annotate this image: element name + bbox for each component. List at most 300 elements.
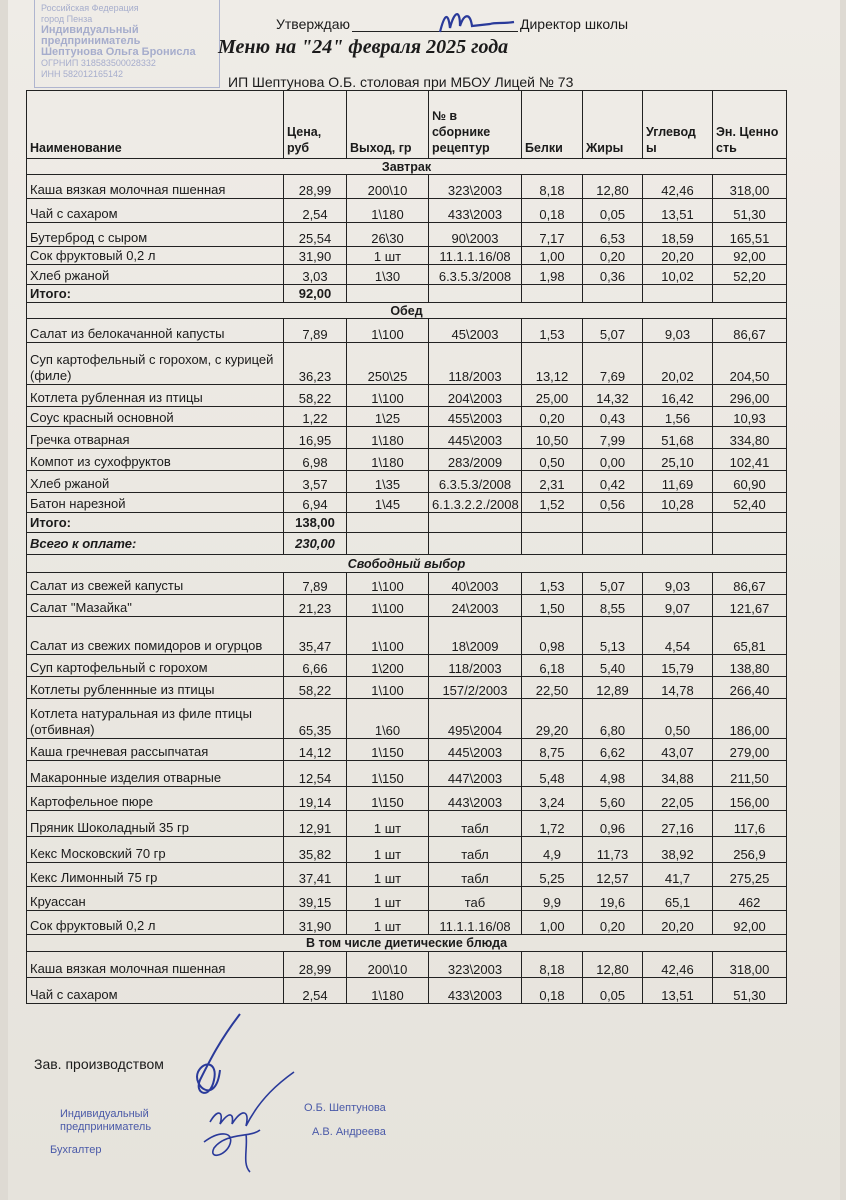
table-cell: 7,89 (284, 573, 347, 595)
empty-cell (643, 513, 713, 533)
dish-name: Бутерброд с сыром (27, 223, 284, 247)
column-header: Наименование (27, 91, 284, 159)
table-cell: 455\2003 (429, 407, 522, 427)
empty-cell (429, 513, 522, 533)
table-cell: 8,55 (583, 595, 643, 617)
table-cell: 318,00 (713, 952, 787, 978)
dish-name: Чай с сахаром (27, 199, 284, 223)
table-cell: 1\150 (347, 739, 429, 761)
table-row (27, 319, 787, 343)
table-row (27, 655, 787, 677)
table-cell: 51,68 (643, 427, 713, 449)
table-cell: 92,00 (713, 911, 787, 935)
table-cell: 1 шт (347, 911, 429, 935)
table-cell: табл (429, 837, 522, 863)
total-label: Итого: (27, 513, 284, 533)
dish-name: Пряник Шоколадный 35 гр (27, 811, 284, 837)
table-cell: 12,54 (284, 761, 347, 787)
empty-cell (583, 285, 643, 303)
table-cell: 2,54 (284, 199, 347, 223)
column-header: Белки (522, 91, 583, 159)
table-cell: таб (429, 887, 522, 911)
table-cell: 45\2003 (429, 319, 522, 343)
empty-cell (429, 285, 522, 303)
table-cell: табл (429, 811, 522, 837)
table-row (27, 617, 787, 655)
total-value: 92,00 (284, 285, 347, 303)
director-label: Директор школы (519, 16, 629, 32)
column-header: Эн. Ценно сть (713, 91, 787, 159)
table-cell: 16,95 (284, 427, 347, 449)
table-cell: 12,91 (284, 811, 347, 837)
table-cell: 65,1 (643, 887, 713, 911)
table-cell: 14,78 (643, 677, 713, 699)
table-cell: 1,50 (522, 595, 583, 617)
table-cell: 1,72 (522, 811, 583, 837)
empty-cell (522, 285, 583, 303)
dish-name: Салат из свежих помидоров и огурцов (27, 617, 284, 655)
dish-name: Суп картофельный с горохом (27, 655, 284, 677)
table-cell: 0,18 (522, 199, 583, 223)
dish-name: Компот из сухофруктов (27, 449, 284, 471)
table-cell: 11.1.1.16/08 (429, 247, 522, 265)
column-header: Выход, гр (347, 91, 429, 159)
dish-name: Хлеб ржаной (27, 265, 284, 285)
table-cell: 4,54 (643, 617, 713, 655)
table-cell: 13,51 (643, 978, 713, 1004)
table-cell: 1\100 (347, 595, 429, 617)
table-row (27, 449, 787, 471)
table-cell: 1\180 (347, 199, 429, 223)
empty-cell (713, 285, 787, 303)
table-cell: 65,35 (284, 699, 347, 739)
table-cell: 35,47 (284, 617, 347, 655)
total-row (27, 533, 787, 555)
dish-name: Салат из белокачанной капусты (27, 319, 284, 343)
ip-signature (190, 1068, 310, 1178)
table-cell: 42,46 (643, 175, 713, 199)
table-cell: 1\25 (347, 407, 429, 427)
dish-name: Батон нарезной (27, 493, 284, 513)
table-cell: 92,00 (713, 247, 787, 265)
empty-cell (713, 513, 787, 533)
table-cell: 40\2003 (429, 573, 522, 595)
table-cell: 22,50 (522, 677, 583, 699)
table-cell: 13,12 (522, 343, 583, 385)
table-cell: 1,52 (522, 493, 583, 513)
table-cell: 37,41 (284, 863, 347, 887)
table-cell: 9,03 (643, 573, 713, 595)
table-cell: 6,18 (522, 655, 583, 677)
table-row (27, 175, 787, 199)
table-cell: 0,05 (583, 199, 643, 223)
table-cell: 1\100 (347, 319, 429, 343)
table-cell: 22,05 (643, 787, 713, 811)
table-cell: 1\150 (347, 787, 429, 811)
table-cell: 5,60 (583, 787, 643, 811)
table-cell: 1\180 (347, 978, 429, 1004)
table-row (27, 247, 787, 265)
total-label: Всего к оплате: (27, 533, 284, 555)
table-cell: 433\2003 (429, 199, 522, 223)
section-title: Завтрак (27, 159, 787, 175)
table-cell: 1,22 (284, 407, 347, 427)
table-cell: 51,30 (713, 978, 787, 1004)
total-row (27, 513, 787, 533)
table-cell: 445\2003 (429, 427, 522, 449)
table-cell: 0,20 (583, 247, 643, 265)
menu-table (26, 90, 787, 1004)
table-cell: 11,73 (583, 837, 643, 863)
table-cell: 1\35 (347, 471, 429, 493)
table-cell: 6,98 (284, 449, 347, 471)
table-cell: 11.1.1.16/08 (429, 911, 522, 935)
table-cell: 5,13 (583, 617, 643, 655)
table-cell: 21,23 (284, 595, 347, 617)
table-cell: 42,46 (643, 952, 713, 978)
dish-name: Каша вязкая молочная пшенная (27, 952, 284, 978)
stamp-line: ИНН 582012165142 (41, 69, 124, 79)
table-cell: 18\2009 (429, 617, 522, 655)
table-cell: 10,28 (643, 493, 713, 513)
table-cell: 266,40 (713, 677, 787, 699)
section-row (27, 159, 787, 175)
total-value: 138,00 (284, 513, 347, 533)
table-cell: 1,53 (522, 319, 583, 343)
table-cell: 8,18 (522, 952, 583, 978)
table-cell: 6,66 (284, 655, 347, 677)
table-cell: 1\200 (347, 655, 429, 677)
table-cell: 9,03 (643, 319, 713, 343)
dish-name: Гречка отварная (27, 427, 284, 449)
table-cell: 5,40 (583, 655, 643, 677)
table-cell: 1\150 (347, 761, 429, 787)
table-cell: 1\100 (347, 677, 429, 699)
table-cell: 0,20 (583, 911, 643, 935)
table-cell: 156,00 (713, 787, 787, 811)
table-cell: 0,42 (583, 471, 643, 493)
table-cell: 445\2003 (429, 739, 522, 761)
table-cell: 323\2003 (429, 952, 522, 978)
table-cell: 25,10 (643, 449, 713, 471)
table-cell: 31,90 (284, 911, 347, 935)
dish-name: Картофельное пюре (27, 787, 284, 811)
dish-name: Макаронные изделия отварные (27, 761, 284, 787)
empty-cell (643, 533, 713, 555)
dish-name: Круассан (27, 887, 284, 911)
official-stamp (34, 0, 220, 88)
table-cell: 19,6 (583, 887, 643, 911)
table-cell: 6.1.3.2.2./2008 (429, 493, 522, 513)
table-cell: 29,20 (522, 699, 583, 739)
table-cell: 1 шт (347, 811, 429, 837)
table-row (27, 427, 787, 449)
section-title: Свободный выбор (27, 555, 787, 573)
table-cell: 1\100 (347, 573, 429, 595)
table-cell: 1,00 (522, 247, 583, 265)
section-title: В том числе диетические блюда (27, 935, 787, 952)
table-cell: 14,12 (284, 739, 347, 761)
menu-table-body (27, 159, 787, 1004)
table-cell: 10,02 (643, 265, 713, 285)
table-cell: 1,00 (522, 911, 583, 935)
table-row (27, 699, 787, 739)
table-cell: 10,93 (713, 407, 787, 427)
table-cell: 296,00 (713, 385, 787, 407)
table-cell: 256,9 (713, 837, 787, 863)
table-cell: 20,20 (643, 911, 713, 935)
table-cell: 86,67 (713, 319, 787, 343)
table-row (27, 385, 787, 407)
table-cell: 334,80 (713, 427, 787, 449)
table-cell: 0,20 (522, 407, 583, 427)
dish-name: Суп картофельный с горохом, с курицей (филе) (27, 343, 284, 385)
table-cell: 51,30 (713, 199, 787, 223)
section-row (27, 303, 787, 319)
table-cell: 1,56 (643, 407, 713, 427)
table-cell: 3,57 (284, 471, 347, 493)
table-cell: 138,80 (713, 655, 787, 677)
table-row (27, 573, 787, 595)
table-cell: 117,6 (713, 811, 787, 837)
table-cell: 34,88 (643, 761, 713, 787)
dish-name: Котлета рубленная из птицы (27, 385, 284, 407)
dish-name: Котлеты рубленнные из птицы (27, 677, 284, 699)
column-header: № в сборнике рецептур (429, 91, 522, 159)
table-row (27, 787, 787, 811)
empty-cell (583, 513, 643, 533)
table-cell: 1\60 (347, 699, 429, 739)
table-cell: 7,89 (284, 319, 347, 343)
section-title: Обед (27, 303, 787, 319)
table-cell: 204\2003 (429, 385, 522, 407)
empty-cell (347, 513, 429, 533)
table-cell: 1 шт (347, 887, 429, 911)
section-row (27, 935, 787, 952)
dish-name: Котлета натуральная из филе птицы (отбивная) (27, 699, 284, 739)
table-cell: 2,31 (522, 471, 583, 493)
table-cell: 102,41 (713, 449, 787, 471)
table-cell: 5,48 (522, 761, 583, 787)
table-cell: 27,16 (643, 811, 713, 837)
empty-cell (429, 533, 522, 555)
table-row (27, 811, 787, 837)
table-cell: 3,03 (284, 265, 347, 285)
table-cell: 19,14 (284, 787, 347, 811)
table-cell: 1 шт (347, 863, 429, 887)
table-cell: 41,7 (643, 863, 713, 887)
table-cell: 204,50 (713, 343, 787, 385)
table-cell: 60,90 (713, 471, 787, 493)
section-row (27, 555, 787, 573)
table-cell: 0,98 (522, 617, 583, 655)
ip-name: О.Б. Шептунова (304, 1102, 386, 1114)
table-row (27, 837, 787, 863)
table-cell: 43,07 (643, 739, 713, 761)
dish-name: Салат из свежей капусты (27, 573, 284, 595)
table-cell: 52,20 (713, 265, 787, 285)
table-cell: 12,57 (583, 863, 643, 887)
table-cell: 200\10 (347, 175, 429, 199)
table-row (27, 343, 787, 385)
table-cell: 283/2009 (429, 449, 522, 471)
approve-label: Утверждаю (276, 16, 350, 32)
table-cell: 1\180 (347, 427, 429, 449)
table-cell: 0,00 (583, 449, 643, 471)
table-cell: 25,54 (284, 223, 347, 247)
table-row (27, 761, 787, 787)
stamp-line: Шептунова Ольга Бронисла (41, 46, 196, 58)
table-row (27, 739, 787, 761)
table-cell: 6,80 (583, 699, 643, 739)
table-row (27, 471, 787, 493)
dish-name: Салат "Мазайка" (27, 595, 284, 617)
table-cell: 7,99 (583, 427, 643, 449)
table-row (27, 493, 787, 513)
table-cell: 20,02 (643, 343, 713, 385)
stamp-line: Индивидуальный предприниматель (41, 24, 141, 47)
table-row (27, 595, 787, 617)
table-cell: 12,89 (583, 677, 643, 699)
table-cell: 275,25 (713, 863, 787, 887)
table-cell: 11,69 (643, 471, 713, 493)
accountant-name: А.В. Андреева (312, 1126, 386, 1138)
table-cell: 433\2003 (429, 978, 522, 1004)
table-cell: 118/2003 (429, 655, 522, 677)
dish-name: Хлеб ржаной (27, 471, 284, 493)
table-cell: 318,00 (713, 175, 787, 199)
table-cell: 65,81 (713, 617, 787, 655)
table-cell: 3,24 (522, 787, 583, 811)
table-row (27, 978, 787, 1004)
table-cell: 323\2003 (429, 175, 522, 199)
table-cell: 1\45 (347, 493, 429, 513)
table-row (27, 199, 787, 223)
ip-label-line: Индивидуальный (60, 1108, 149, 1120)
table-cell: 0,18 (522, 978, 583, 1004)
table-cell: 25,00 (522, 385, 583, 407)
table-cell: 7,17 (522, 223, 583, 247)
table-cell: 1 шт (347, 837, 429, 863)
table-cell: 1,53 (522, 573, 583, 595)
table-cell: 52,40 (713, 493, 787, 513)
table-cell: 1\100 (347, 385, 429, 407)
table-cell: 1,98 (522, 265, 583, 285)
table-cell: 31,90 (284, 247, 347, 265)
empty-cell (522, 533, 583, 555)
table-row (27, 952, 787, 978)
total-label: Итого: (27, 285, 284, 303)
table-row (27, 223, 787, 247)
empty-cell (347, 533, 429, 555)
table-cell: 1\30 (347, 265, 429, 285)
table-cell: 26\30 (347, 223, 429, 247)
table-row (27, 265, 787, 285)
table-cell: 157/2/2003 (429, 677, 522, 699)
table-cell: 6,94 (284, 493, 347, 513)
table-cell: 9,07 (643, 595, 713, 617)
table-cell: 86,67 (713, 573, 787, 595)
table-cell: 1\180 (347, 449, 429, 471)
dish-name: Сок фруктовый 0,2 л (27, 911, 284, 935)
table-cell: 35,82 (284, 837, 347, 863)
table-cell: 13,51 (643, 199, 713, 223)
table-cell: 0,96 (583, 811, 643, 837)
table-cell: табл (429, 863, 522, 887)
table-row (27, 677, 787, 699)
table-cell: 12,80 (583, 952, 643, 978)
table-cell: 39,15 (284, 887, 347, 911)
table-cell: 28,99 (284, 175, 347, 199)
table-cell: 58,22 (284, 677, 347, 699)
table-cell: 6.3.5.3/2008 (429, 265, 522, 285)
empty-cell (583, 533, 643, 555)
table-cell: 6.3.5.3/2008 (429, 471, 522, 493)
table-cell: 5,25 (522, 863, 583, 887)
table-cell: 15,79 (643, 655, 713, 677)
table-cell: 4,98 (583, 761, 643, 787)
director-signature (430, 6, 520, 36)
table-cell: 12,80 (583, 175, 643, 199)
total-row (27, 285, 787, 303)
ip-label (60, 1108, 151, 1134)
dish-name: Чай с сахаром (27, 978, 284, 1004)
table-cell: 0,50 (643, 699, 713, 739)
table-row (27, 911, 787, 935)
empty-cell (347, 285, 429, 303)
table-cell: 36,23 (284, 343, 347, 385)
dish-name: Соус красный основной (27, 407, 284, 427)
table-cell: 0,05 (583, 978, 643, 1004)
table-cell: 20,20 (643, 247, 713, 265)
table-cell: 24\2003 (429, 595, 522, 617)
total-value: 230,00 (284, 533, 347, 555)
table-cell: 250\25 (347, 343, 429, 385)
table-cell: 200\10 (347, 952, 429, 978)
header-row (27, 91, 787, 159)
empty-cell (643, 285, 713, 303)
stamp-line: ОГРНИП 318583500028332 (41, 58, 156, 68)
table-cell: 0,43 (583, 407, 643, 427)
table-cell: 0,36 (583, 265, 643, 285)
table-cell: 186,00 (713, 699, 787, 739)
table-cell: 443\2003 (429, 787, 522, 811)
table-cell: 495\2004 (429, 699, 522, 739)
table-cell: 5,07 (583, 573, 643, 595)
table-cell: 9,9 (522, 887, 583, 911)
empty-cell (522, 513, 583, 533)
table-row (27, 407, 787, 427)
table-cell: 8,75 (522, 739, 583, 761)
table-row (27, 887, 787, 911)
table-cell: 58,22 (284, 385, 347, 407)
table-cell: 2,54 (284, 978, 347, 1004)
table-cell: 14,32 (583, 385, 643, 407)
stamp-line: Российская Федерация (41, 3, 139, 13)
column-header: Жиры (583, 91, 643, 159)
table-cell: 279,00 (713, 739, 787, 761)
table-cell: 1\100 (347, 617, 429, 655)
table-cell: 10,50 (522, 427, 583, 449)
table-row (27, 863, 787, 887)
accountant-label: Бухгалтер (50, 1144, 102, 1156)
table-cell: 165,51 (713, 223, 787, 247)
table-cell: 447\2003 (429, 761, 522, 787)
table-cell: 1 шт (347, 247, 429, 265)
table-cell: 211,50 (713, 761, 787, 787)
page-title: Меню на "24" февраля 2025 года (218, 36, 509, 58)
table-cell: 28,99 (284, 952, 347, 978)
